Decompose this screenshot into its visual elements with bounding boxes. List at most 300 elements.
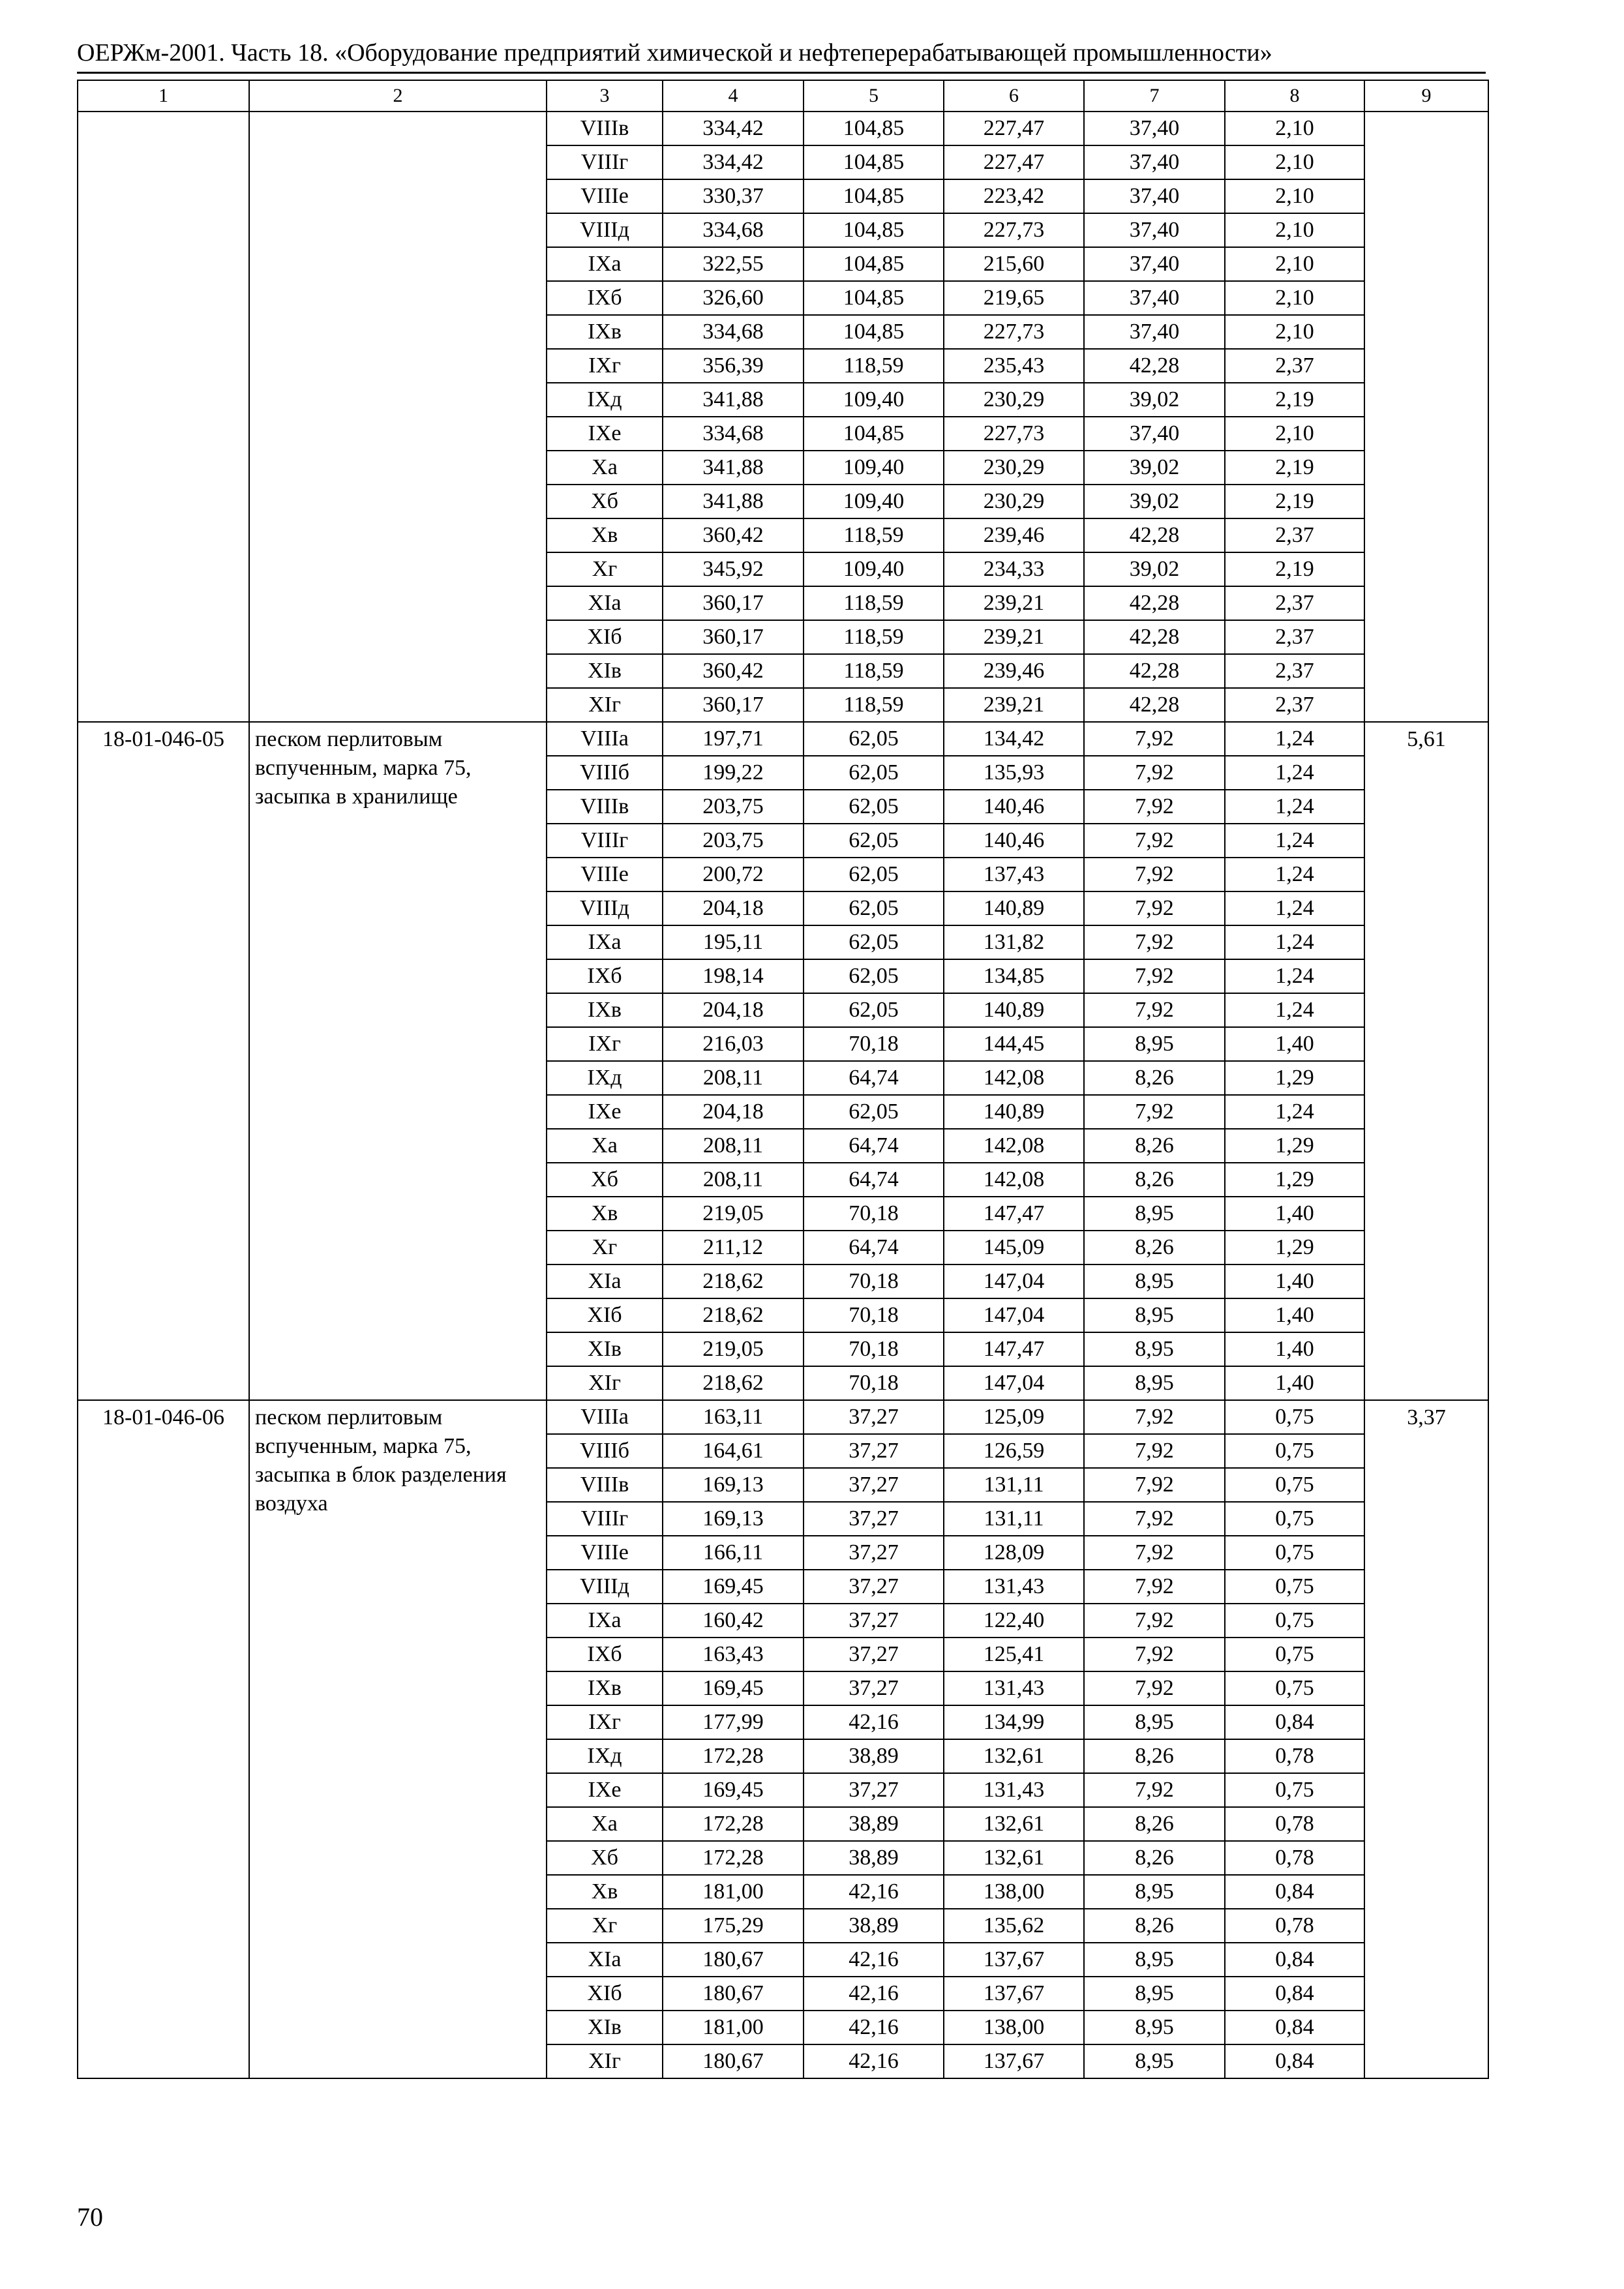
wages-cell: 37,27: [804, 1570, 944, 1604]
machine-cost-cell: 235,43: [944, 349, 1084, 383]
machine-cost-cell: 140,89: [944, 993, 1084, 1027]
rate-class-cell: IXб: [547, 281, 663, 315]
total-cost-cell: 200,72: [663, 858, 804, 891]
materials-cell: 1,29: [1225, 1129, 1364, 1163]
machine-cost-cell: 138,00: [944, 2011, 1084, 2044]
rate-class-cell: VIIIв: [547, 112, 663, 145]
materials-cell: 1,40: [1225, 1366, 1364, 1400]
total-cost-cell: 219,05: [663, 1332, 804, 1366]
total-cost-cell: 211,12: [663, 1231, 804, 1264]
wages-cell: 42,16: [804, 1875, 944, 1909]
rate-class-cell: Xа: [547, 1807, 663, 1841]
column-number: 8: [1225, 80, 1364, 112]
wages-cell: 104,85: [804, 112, 944, 145]
machine-cost-cell: 227,73: [944, 417, 1084, 451]
rate-class-cell: VIIIг: [547, 1502, 663, 1536]
materials-cell: 1,40: [1225, 1027, 1364, 1061]
labor-cost-cell: [1364, 112, 1488, 722]
machinist-wages-cell: 7,92: [1084, 790, 1225, 824]
machinist-wages-cell: 8,95: [1084, 1705, 1225, 1739]
total-cost-cell: 360,42: [663, 518, 804, 552]
machine-cost-cell: 219,65: [944, 281, 1084, 315]
materials-cell: 0,75: [1225, 1570, 1364, 1604]
machine-cost-cell: 131,82: [944, 925, 1084, 959]
total-cost-cell: 195,11: [663, 925, 804, 959]
rate-class-cell: IXб: [547, 1638, 663, 1671]
machine-cost-cell: 135,62: [944, 1909, 1084, 1943]
rate-class-cell: Xб: [547, 1841, 663, 1875]
materials-cell: 1,40: [1225, 1332, 1364, 1366]
total-cost-cell: 199,22: [663, 756, 804, 790]
wages-cell: 118,59: [804, 654, 944, 688]
materials-cell: 2,10: [1225, 145, 1364, 179]
rate-class-cell: Xв: [547, 1875, 663, 1909]
total-cost-cell: 208,11: [663, 1129, 804, 1163]
header-divider: [77, 72, 1486, 74]
machinist-wages-cell: 8,95: [1084, 1197, 1225, 1231]
wages-cell: 118,59: [804, 586, 944, 620]
machinist-wages-cell: 7,92: [1084, 925, 1225, 959]
machine-cost-cell: 223,42: [944, 179, 1084, 213]
machinist-wages-cell: 42,28: [1084, 620, 1225, 654]
wages-cell: 62,05: [804, 959, 944, 993]
total-cost-cell: 203,75: [663, 790, 804, 824]
machine-cost-cell: 239,46: [944, 654, 1084, 688]
machinist-wages-cell: 7,92: [1084, 1468, 1225, 1502]
labor-cost-cell: 3,37: [1364, 1400, 1488, 2078]
materials-cell: 0,84: [1225, 1705, 1364, 1739]
wages-cell: 70,18: [804, 1027, 944, 1061]
rate-class-cell: XIв: [547, 2011, 663, 2044]
total-cost-cell: 166,11: [663, 1536, 804, 1570]
machine-cost-cell: 147,04: [944, 1366, 1084, 1400]
total-cost-cell: 218,62: [663, 1298, 804, 1332]
wages-cell: 37,27: [804, 1536, 944, 1570]
rate-class-cell: XIб: [547, 1977, 663, 2011]
wages-cell: 104,85: [804, 145, 944, 179]
machinist-wages-cell: 7,92: [1084, 1773, 1225, 1807]
materials-cell: 2,19: [1225, 383, 1364, 417]
column-number: 3: [547, 80, 663, 112]
total-cost-cell: 208,11: [663, 1163, 804, 1197]
materials-cell: 0,75: [1225, 1638, 1364, 1671]
machinist-wages-cell: 42,28: [1084, 654, 1225, 688]
machine-cost-cell: 230,29: [944, 383, 1084, 417]
total-cost-cell: 175,29: [663, 1909, 804, 1943]
materials-cell: 1,40: [1225, 1298, 1364, 1332]
machinist-wages-cell: 7,92: [1084, 756, 1225, 790]
materials-cell: 2,37: [1225, 688, 1364, 722]
machine-cost-cell: 122,40: [944, 1604, 1084, 1638]
total-cost-cell: 180,67: [663, 2044, 804, 2078]
machinist-wages-cell: 39,02: [1084, 383, 1225, 417]
machine-cost-cell: 140,46: [944, 790, 1084, 824]
wages-cell: 70,18: [804, 1264, 944, 1298]
materials-cell: 0,75: [1225, 1434, 1364, 1468]
machinist-wages-cell: 8,95: [1084, 2011, 1225, 2044]
rate-class-cell: XIб: [547, 620, 663, 654]
materials-cell: 1,24: [1225, 790, 1364, 824]
materials-cell: 0,78: [1225, 1841, 1364, 1875]
materials-cell: 0,78: [1225, 1807, 1364, 1841]
wages-cell: 104,85: [804, 315, 944, 349]
rate-class-cell: Xг: [547, 1231, 663, 1264]
materials-cell: 2,37: [1225, 349, 1364, 383]
wages-cell: 104,85: [804, 179, 944, 213]
total-cost-cell: 334,42: [663, 145, 804, 179]
rate-class-cell: XIб: [547, 1298, 663, 1332]
machine-cost-cell: 134,85: [944, 959, 1084, 993]
machine-cost-cell: 147,47: [944, 1197, 1084, 1231]
rate-class-cell: Xб: [547, 485, 663, 518]
machine-cost-cell: 135,93: [944, 756, 1084, 790]
materials-cell: 0,75: [1225, 1604, 1364, 1638]
machine-cost-cell: 239,46: [944, 518, 1084, 552]
materials-cell: 2,37: [1225, 654, 1364, 688]
machinist-wages-cell: 8,95: [1084, 1332, 1225, 1366]
machine-cost-cell: 134,99: [944, 1705, 1084, 1739]
wages-cell: 104,85: [804, 213, 944, 247]
rate-class-cell: IXд: [547, 383, 663, 417]
materials-cell: 1,24: [1225, 993, 1364, 1027]
machine-cost-cell: 134,42: [944, 722, 1084, 756]
rate-class-cell: IXб: [547, 959, 663, 993]
materials-cell: 1,24: [1225, 891, 1364, 925]
machine-cost-cell: 142,08: [944, 1129, 1084, 1163]
total-cost-cell: 208,11: [663, 1061, 804, 1095]
materials-cell: 0,75: [1225, 1468, 1364, 1502]
total-cost-cell: 177,99: [663, 1705, 804, 1739]
materials-cell: 1,24: [1225, 959, 1364, 993]
machinist-wages-cell: 8,95: [1084, 1943, 1225, 1977]
rate-class-cell: VIIIе: [547, 858, 663, 891]
total-cost-cell: 160,42: [663, 1604, 804, 1638]
wages-cell: 109,40: [804, 552, 944, 586]
rate-class-cell: IXе: [547, 1095, 663, 1129]
machinist-wages-cell: 39,02: [1084, 451, 1225, 485]
rate-class-cell: VIIIв: [547, 790, 663, 824]
total-cost-cell: 356,39: [663, 349, 804, 383]
machine-cost-cell: 131,11: [944, 1502, 1084, 1536]
machinist-wages-cell: 7,92: [1084, 891, 1225, 925]
table-row: [78, 112, 1488, 145]
machinist-wages-cell: 37,40: [1084, 145, 1225, 179]
machinist-wages-cell: 7,92: [1084, 1095, 1225, 1129]
wages-cell: 62,05: [804, 790, 944, 824]
materials-cell: 0,84: [1225, 1977, 1364, 2011]
machine-cost-cell: 234,33: [944, 552, 1084, 586]
rate-class-cell: Xг: [547, 1909, 663, 1943]
total-cost-cell: 198,14: [663, 959, 804, 993]
total-cost-cell: 218,62: [663, 1366, 804, 1400]
total-cost-cell: 197,71: [663, 722, 804, 756]
rate-code-cell: 18-01-046-05: [78, 722, 249, 1400]
materials-cell: 1,29: [1225, 1163, 1364, 1197]
total-cost-cell: 360,42: [663, 654, 804, 688]
machine-cost-cell: 144,45: [944, 1027, 1084, 1061]
column-number: 1: [78, 80, 249, 112]
materials-cell: 0,75: [1225, 1773, 1364, 1807]
total-cost-cell: 216,03: [663, 1027, 804, 1061]
machinist-wages-cell: 39,02: [1084, 485, 1225, 518]
rate-class-cell: IXв: [547, 315, 663, 349]
materials-cell: 1,40: [1225, 1264, 1364, 1298]
total-cost-cell: 181,00: [663, 1875, 804, 1909]
rate-code-cell: [78, 112, 249, 722]
wages-cell: 42,16: [804, 2044, 944, 2078]
machinist-wages-cell: 7,92: [1084, 1638, 1225, 1671]
machinist-wages-cell: 8,26: [1084, 1163, 1225, 1197]
machinist-wages-cell: 8,26: [1084, 1841, 1225, 1875]
rate-class-cell: VIIIг: [547, 824, 663, 858]
machine-cost-cell: 137,43: [944, 858, 1084, 891]
total-cost-cell: 169,13: [663, 1502, 804, 1536]
table-row: [78, 722, 1488, 756]
total-cost-cell: 163,43: [663, 1638, 804, 1671]
machine-cost-cell: 239,21: [944, 586, 1084, 620]
total-cost-cell: 172,28: [663, 1807, 804, 1841]
machine-cost-cell: 128,09: [944, 1536, 1084, 1570]
wages-cell: 104,85: [804, 417, 944, 451]
materials-cell: 2,37: [1225, 518, 1364, 552]
machinist-wages-cell: 7,92: [1084, 1502, 1225, 1536]
work-description-cell: песком перлитовым вспученным, марка 75, засыпка в блок разделения воздуха: [249, 1400, 547, 2078]
machinist-wages-cell: 7,92: [1084, 722, 1225, 756]
total-cost-cell: 360,17: [663, 688, 804, 722]
materials-cell: 1,24: [1225, 858, 1364, 891]
table-row: [78, 1400, 1488, 1434]
rate-class-cell: IXд: [547, 1739, 663, 1773]
machinist-wages-cell: 42,28: [1084, 688, 1225, 722]
column-number: 5: [804, 80, 944, 112]
total-cost-cell: 341,88: [663, 485, 804, 518]
machinist-wages-cell: 7,92: [1084, 1536, 1225, 1570]
machine-cost-cell: 227,47: [944, 145, 1084, 179]
total-cost-cell: 204,18: [663, 1095, 804, 1129]
machine-cost-cell: 125,41: [944, 1638, 1084, 1671]
machinist-wages-cell: 8,95: [1084, 1298, 1225, 1332]
wages-cell: 70,18: [804, 1332, 944, 1366]
wages-cell: 64,74: [804, 1163, 944, 1197]
machinist-wages-cell: 37,40: [1084, 179, 1225, 213]
machine-cost-cell: 131,11: [944, 1468, 1084, 1502]
wages-cell: 64,74: [804, 1129, 944, 1163]
total-cost-cell: 181,00: [663, 2011, 804, 2044]
materials-cell: 1,24: [1225, 925, 1364, 959]
machine-cost-cell: 147,47: [944, 1332, 1084, 1366]
rate-class-cell: Xв: [547, 518, 663, 552]
wages-cell: 37,27: [804, 1638, 944, 1671]
machinist-wages-cell: 8,26: [1084, 1061, 1225, 1095]
materials-cell: 2,10: [1225, 213, 1364, 247]
wages-cell: 64,74: [804, 1231, 944, 1264]
machine-cost-cell: 137,67: [944, 1943, 1084, 1977]
materials-cell: 2,10: [1225, 315, 1364, 349]
machinist-wages-cell: 7,92: [1084, 1671, 1225, 1705]
machine-cost-cell: 230,29: [944, 451, 1084, 485]
total-cost-cell: 341,88: [663, 383, 804, 417]
materials-cell: 0,78: [1225, 1909, 1364, 1943]
machine-cost-cell: 227,73: [944, 213, 1084, 247]
wages-cell: 104,85: [804, 281, 944, 315]
machinist-wages-cell: 7,92: [1084, 1604, 1225, 1638]
wages-cell: 37,27: [804, 1400, 944, 1434]
machinist-wages-cell: 8,26: [1084, 1909, 1225, 1943]
total-cost-cell: 169,45: [663, 1570, 804, 1604]
wages-cell: 38,89: [804, 1739, 944, 1773]
total-cost-cell: 219,05: [663, 1197, 804, 1231]
total-cost-cell: 334,68: [663, 417, 804, 451]
rate-class-cell: XIв: [547, 654, 663, 688]
machine-cost-cell: 140,46: [944, 824, 1084, 858]
rate-class-cell: VIIIе: [547, 1536, 663, 1570]
rate-class-cell: XIа: [547, 1943, 663, 1977]
total-cost-cell: 330,37: [663, 179, 804, 213]
machinist-wages-cell: 8,26: [1084, 1807, 1225, 1841]
machinist-wages-cell: 37,40: [1084, 112, 1225, 145]
wages-cell: 64,74: [804, 1061, 944, 1095]
rate-class-cell: VIIIб: [547, 1434, 663, 1468]
machinist-wages-cell: 37,40: [1084, 417, 1225, 451]
column-number-row: [78, 80, 1488, 112]
materials-cell: 1,24: [1225, 1095, 1364, 1129]
machine-cost-cell: 125,09: [944, 1400, 1084, 1434]
column-number: 6: [944, 80, 1084, 112]
wages-cell: 62,05: [804, 993, 944, 1027]
machinist-wages-cell: 8,95: [1084, 2044, 1225, 2078]
materials-cell: 1,29: [1225, 1061, 1364, 1095]
materials-cell: 2,37: [1225, 620, 1364, 654]
wages-cell: 37,27: [804, 1604, 944, 1638]
wages-cell: 118,59: [804, 620, 944, 654]
wages-cell: 62,05: [804, 858, 944, 891]
machine-cost-cell: 131,43: [944, 1773, 1084, 1807]
wages-cell: 37,27: [804, 1502, 944, 1536]
rate-class-cell: Xв: [547, 1197, 663, 1231]
machinist-wages-cell: 8,95: [1084, 1027, 1225, 1061]
materials-cell: 2,10: [1225, 247, 1364, 281]
rate-class-cell: Xа: [547, 1129, 663, 1163]
machinist-wages-cell: 8,95: [1084, 1875, 1225, 1909]
wages-cell: 42,16: [804, 1977, 944, 2011]
wages-cell: 70,18: [804, 1366, 944, 1400]
materials-cell: 2,10: [1225, 281, 1364, 315]
machine-cost-cell: 132,61: [944, 1739, 1084, 1773]
page-number: 70: [77, 2202, 103, 2232]
machine-cost-cell: 138,00: [944, 1875, 1084, 1909]
rates-table: [77, 80, 1489, 2079]
rate-class-cell: Xг: [547, 552, 663, 586]
machine-cost-cell: 126,59: [944, 1434, 1084, 1468]
machinist-wages-cell: 37,40: [1084, 315, 1225, 349]
wages-cell: 118,59: [804, 688, 944, 722]
total-cost-cell: 163,11: [663, 1400, 804, 1434]
machine-cost-cell: 132,61: [944, 1807, 1084, 1841]
machine-cost-cell: 239,21: [944, 620, 1084, 654]
total-cost-cell: 334,42: [663, 112, 804, 145]
machine-cost-cell: 147,04: [944, 1264, 1084, 1298]
wages-cell: 70,18: [804, 1298, 944, 1332]
machinist-wages-cell: 8,26: [1084, 1231, 1225, 1264]
total-cost-cell: 360,17: [663, 586, 804, 620]
materials-cell: 2,10: [1225, 179, 1364, 213]
total-cost-cell: 180,67: [663, 1977, 804, 2011]
rate-class-cell: IXг: [547, 1027, 663, 1061]
machine-cost-cell: 215,60: [944, 247, 1084, 281]
materials-cell: 0,75: [1225, 1671, 1364, 1705]
machinist-wages-cell: 7,92: [1084, 1570, 1225, 1604]
wages-cell: 62,05: [804, 925, 944, 959]
work-description-cell: песком перлитовым вспученным, марка 75, засыпка в хранилище: [249, 722, 547, 1400]
materials-cell: 2,10: [1225, 417, 1364, 451]
rate-class-cell: IXг: [547, 349, 663, 383]
rate-class-cell: IXг: [547, 1705, 663, 1739]
materials-cell: 1,24: [1225, 722, 1364, 756]
rate-class-cell: VIIIб: [547, 756, 663, 790]
materials-cell: 1,29: [1225, 1231, 1364, 1264]
machinist-wages-cell: 37,40: [1084, 213, 1225, 247]
rate-class-cell: XIг: [547, 2044, 663, 2078]
materials-cell: 2,10: [1225, 112, 1364, 145]
rate-class-cell: IXе: [547, 1773, 663, 1807]
rate-class-cell: IXе: [547, 417, 663, 451]
wages-cell: 118,59: [804, 518, 944, 552]
page-header: ОЕРЖм-2001. Часть 18. «Оборудование предприятий химической и нефтеперерабатывающей промышленности»: [77, 39, 1272, 67]
column-number: 4: [663, 80, 804, 112]
wages-cell: 37,27: [804, 1671, 944, 1705]
machinist-wages-cell: 42,28: [1084, 349, 1225, 383]
machinist-wages-cell: 8,95: [1084, 1977, 1225, 2011]
materials-cell: 0,84: [1225, 2044, 1364, 2078]
machine-cost-cell: 142,08: [944, 1163, 1084, 1197]
machinist-wages-cell: 7,92: [1084, 824, 1225, 858]
machinist-wages-cell: 7,92: [1084, 858, 1225, 891]
rate-class-cell: IXа: [547, 247, 663, 281]
materials-cell: 0,78: [1225, 1739, 1364, 1773]
machinist-wages-cell: 39,02: [1084, 552, 1225, 586]
total-cost-cell: 341,88: [663, 451, 804, 485]
rate-class-cell: XIг: [547, 1366, 663, 1400]
machinist-wages-cell: 37,40: [1084, 247, 1225, 281]
machinist-wages-cell: 42,28: [1084, 518, 1225, 552]
machinist-wages-cell: 8,26: [1084, 1739, 1225, 1773]
machine-cost-cell: 137,67: [944, 1977, 1084, 2011]
machine-cost-cell: 145,09: [944, 1231, 1084, 1264]
rate-class-cell: VIIIв: [547, 1468, 663, 1502]
total-cost-cell: 334,68: [663, 213, 804, 247]
wages-cell: 62,05: [804, 756, 944, 790]
total-cost-cell: 360,17: [663, 620, 804, 654]
total-cost-cell: 164,61: [663, 1434, 804, 1468]
total-cost-cell: 334,68: [663, 315, 804, 349]
total-cost-cell: 172,28: [663, 1739, 804, 1773]
materials-cell: 1,24: [1225, 756, 1364, 790]
wages-cell: 38,89: [804, 1807, 944, 1841]
wages-cell: 104,85: [804, 247, 944, 281]
materials-cell: 2,19: [1225, 552, 1364, 586]
rate-code-cell: 18-01-046-06: [78, 1400, 249, 2078]
rate-class-cell: IXв: [547, 1671, 663, 1705]
rate-class-cell: XIа: [547, 586, 663, 620]
machine-cost-cell: 230,29: [944, 485, 1084, 518]
machine-cost-cell: 142,08: [944, 1061, 1084, 1095]
column-number: 2: [249, 80, 547, 112]
rate-class-cell: IXд: [547, 1061, 663, 1095]
machine-cost-cell: 140,89: [944, 1095, 1084, 1129]
materials-cell: 1,24: [1225, 824, 1364, 858]
wages-cell: 62,05: [804, 1095, 944, 1129]
machine-cost-cell: 147,04: [944, 1298, 1084, 1332]
